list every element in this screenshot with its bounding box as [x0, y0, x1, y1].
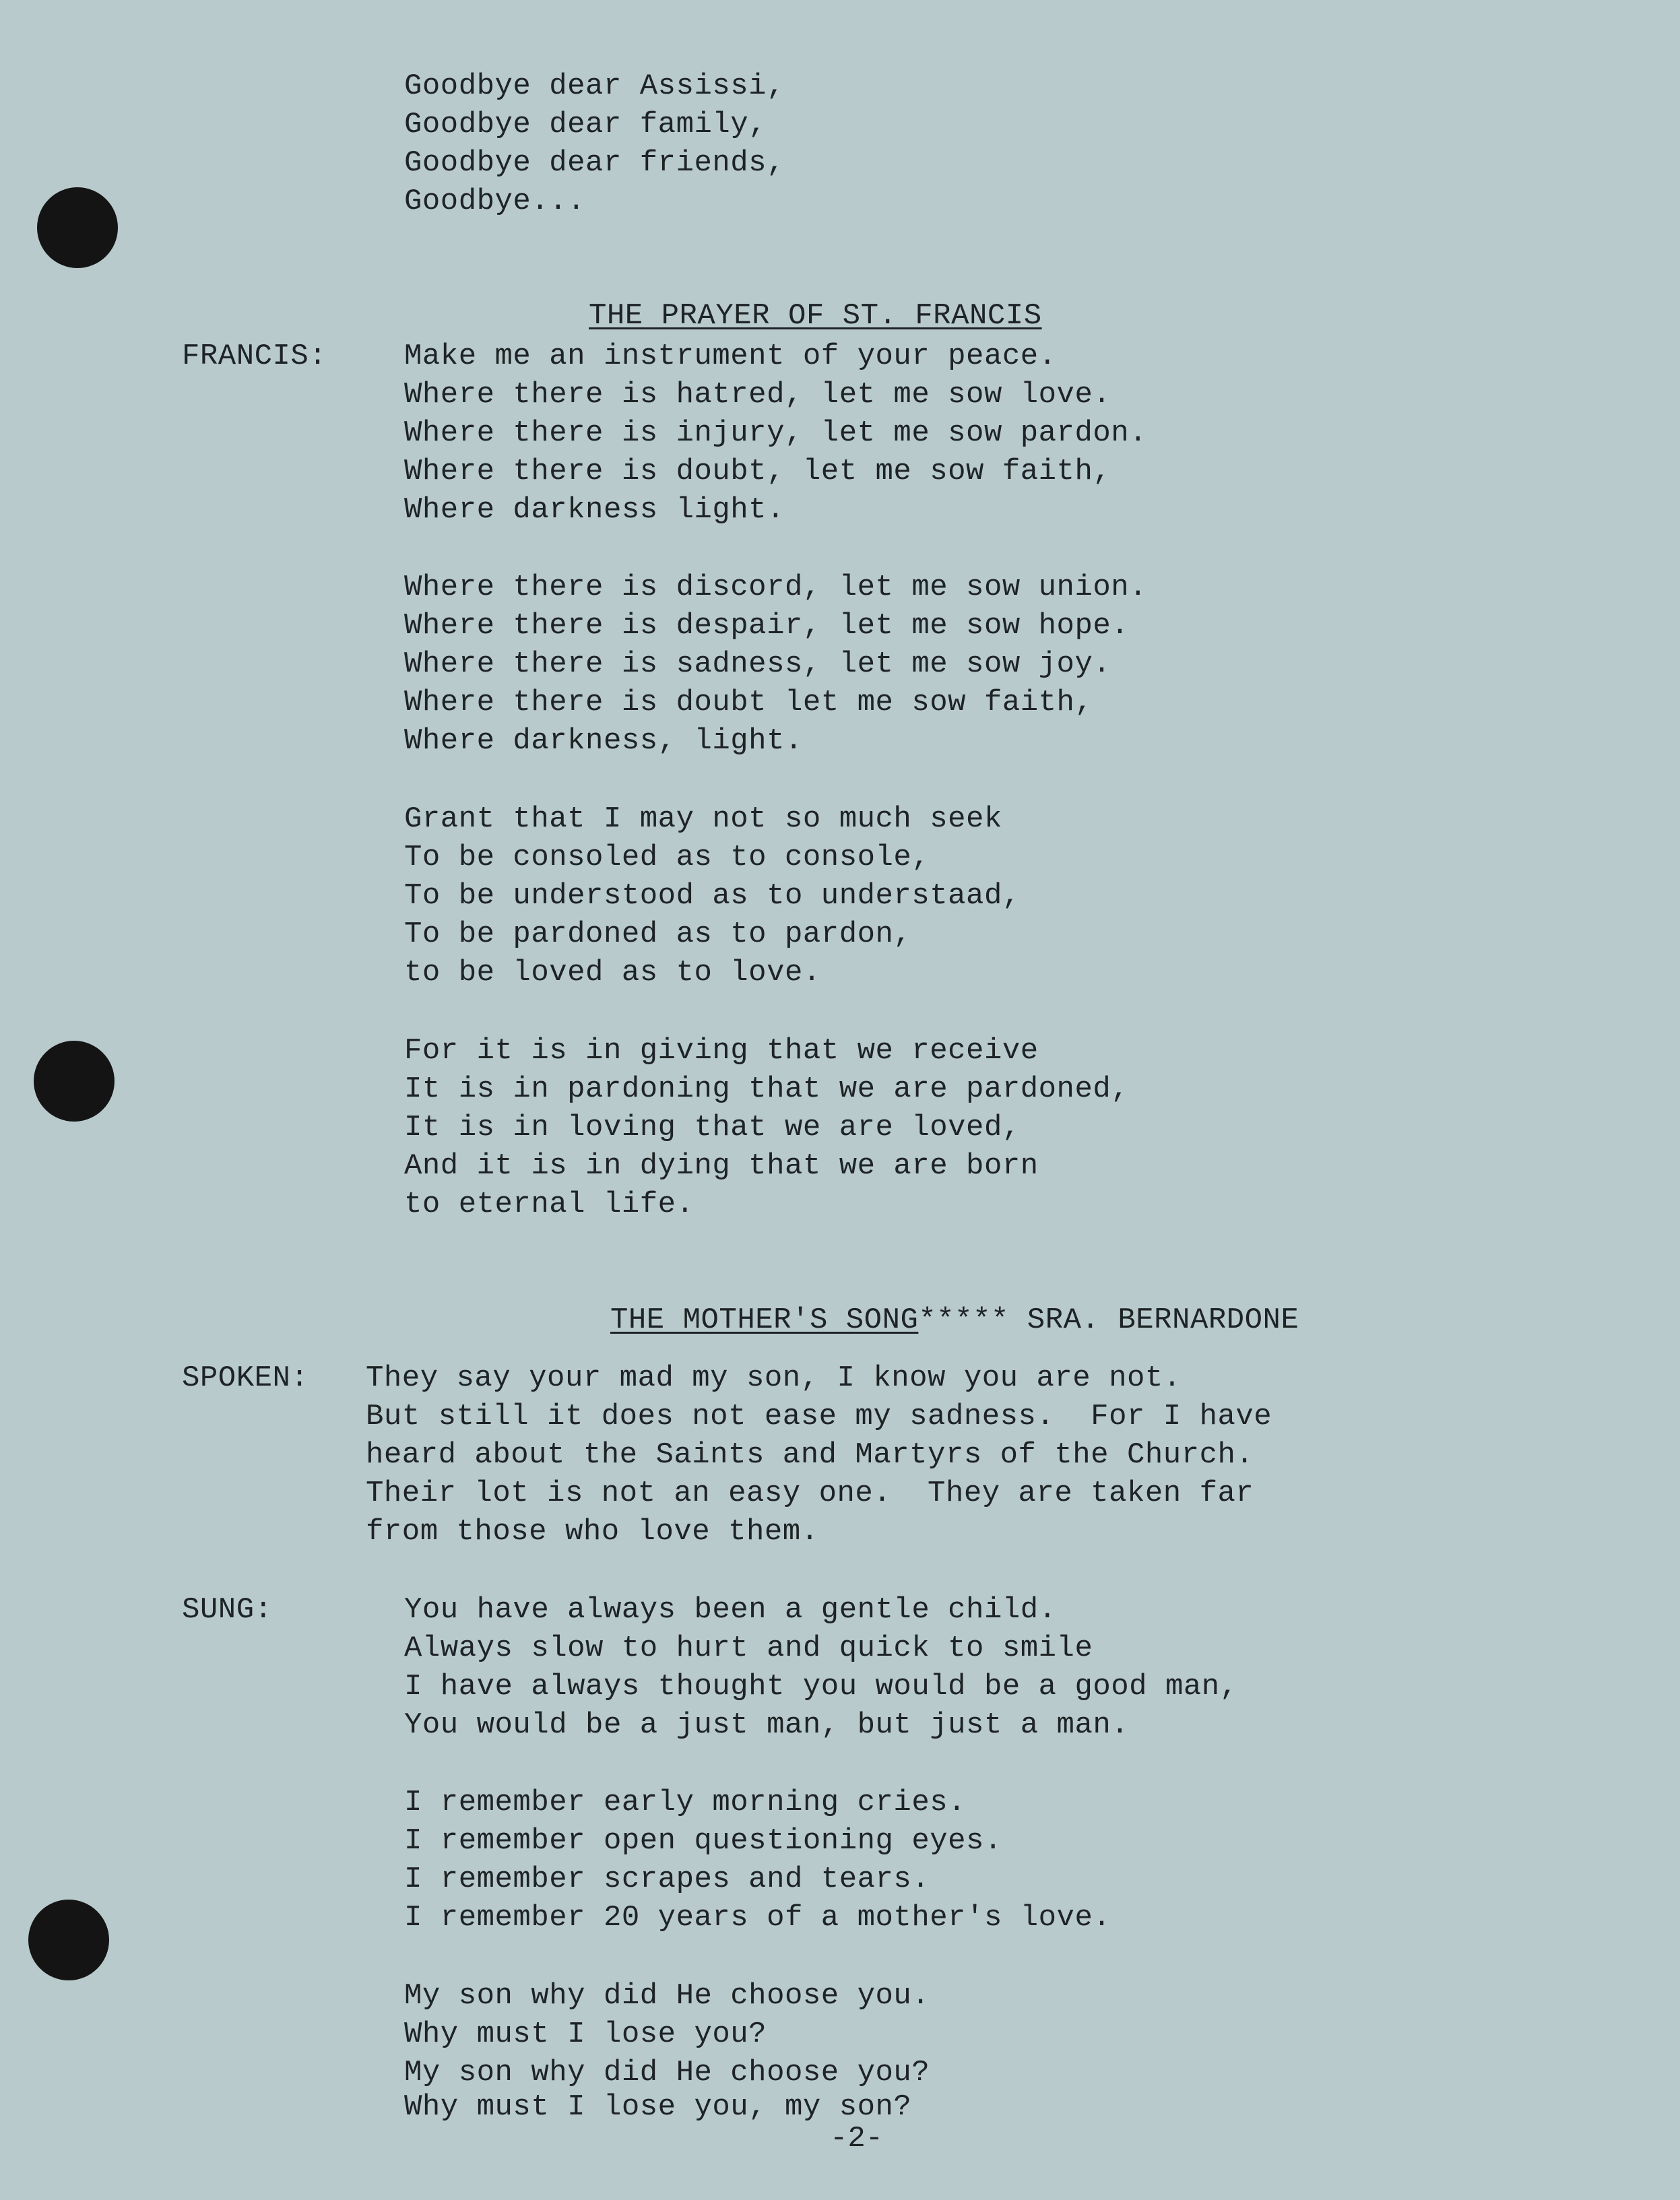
prayer-line: to eternal life. — [404, 1188, 694, 1221]
binder-hole-bottom — [28, 1900, 109, 1980]
speaker-label-francis: FRANCIS: — [182, 339, 327, 373]
prayer-line: Where there is despair, let me sow hope. — [404, 609, 1130, 643]
farewell-line: Goodbye... — [404, 185, 586, 218]
spoken-label: SPOKEN: — [182, 1361, 309, 1395]
prayer-line: To be consoled as to console, — [404, 841, 930, 874]
prayer-line: And it is in dying that we are born — [404, 1149, 1039, 1183]
sung-label: SUNG: — [182, 1593, 273, 1627]
sung-line: I remember open questioning eyes. — [404, 1824, 1002, 1858]
prayer-line: For it is in giving that we receive — [404, 1034, 1039, 1068]
sung-line: I remember scrapes and tears. — [404, 1863, 930, 1896]
prayer-line: Where darkness, light. — [404, 724, 803, 758]
prayer-line: Grant that I may not so much seek — [404, 802, 1002, 836]
mothers-song-byline: ***** SRA. BERNARDONE — [918, 1303, 1299, 1337]
sung-line: You would be a just man, but just a man. — [404, 1708, 1130, 1742]
sung-line: You have always been a gentle child. — [404, 1593, 1057, 1627]
spoken-line: But still it does not ease my sadness. For I have — [366, 1400, 1272, 1433]
sung-line: I have always thought you would be a good man, — [404, 1670, 1238, 1704]
prayer-line: Make me an instrument of your peace. — [404, 339, 1057, 373]
prayer-line: Where darkness light. — [404, 493, 785, 527]
farewell-line: Goodbye dear Assissi, — [404, 69, 785, 103]
prayer-line: to be loved as to love. — [404, 956, 821, 990]
prayer-line: Where there is doubt let me sow faith, — [404, 686, 1093, 719]
sung-line: I remember 20 years of a mother's love. — [404, 1901, 1111, 1935]
sung-line: My son why did He choose you. — [404, 1979, 930, 2013]
prayer-line: It is in pardoning that we are pardoned, — [404, 1072, 1130, 1106]
prayer-line: Where there is doubt, let me sow faith, — [404, 455, 1111, 488]
prayer-line: It is in loving that we are loved, — [404, 1111, 1021, 1144]
farewell-line: Goodbye dear family, — [404, 108, 767, 141]
sung-line: My son why did He choose you? — [404, 2056, 930, 2090]
sung-line: Why must I lose you? — [404, 2017, 767, 2051]
sung-line: Why must I lose you, my son? — [404, 2090, 912, 2124]
prayer-line: Where there is sadness, let me sow joy. — [404, 647, 1111, 681]
mothers-song-heading — [610, 1301, 1299, 1340]
spoken-line: Their lot is not an easy one. They are taken far — [366, 1477, 1254, 1510]
binder-hole-middle — [34, 1041, 115, 1122]
prayer-line: Where there is hatred, let me sow love. — [404, 378, 1111, 412]
prayer-title: THE PRAYER OF ST. FRANCIS — [589, 299, 1042, 333]
sung-line: Always slow to hurt and quick to smile — [404, 1631, 1093, 1665]
mothers-song-title: THE MOTHER'S SONG — [610, 1303, 919, 1337]
prayer-line: Where there is injury, let me sow pardon. — [404, 416, 1148, 450]
prayer-line: Where there is discord, let me sow union. — [404, 571, 1148, 604]
prayer-line: To be pardoned as to pardon, — [404, 917, 912, 951]
binder-hole-top — [37, 187, 118, 268]
spoken-line: from those who love them. — [366, 1515, 819, 1549]
spoken-line: They say your mad my son, I know you are not. — [366, 1361, 1182, 1395]
farewell-line: Goodbye dear friends, — [404, 146, 785, 180]
page-number: -2- — [830, 2122, 884, 2156]
prayer-line: To be understood as to understaad, — [404, 879, 1021, 913]
spoken-line: heard about the Saints and Martyrs of the Church. — [366, 1438, 1254, 1472]
sung-line: I remember early morning cries. — [404, 1786, 967, 1819]
